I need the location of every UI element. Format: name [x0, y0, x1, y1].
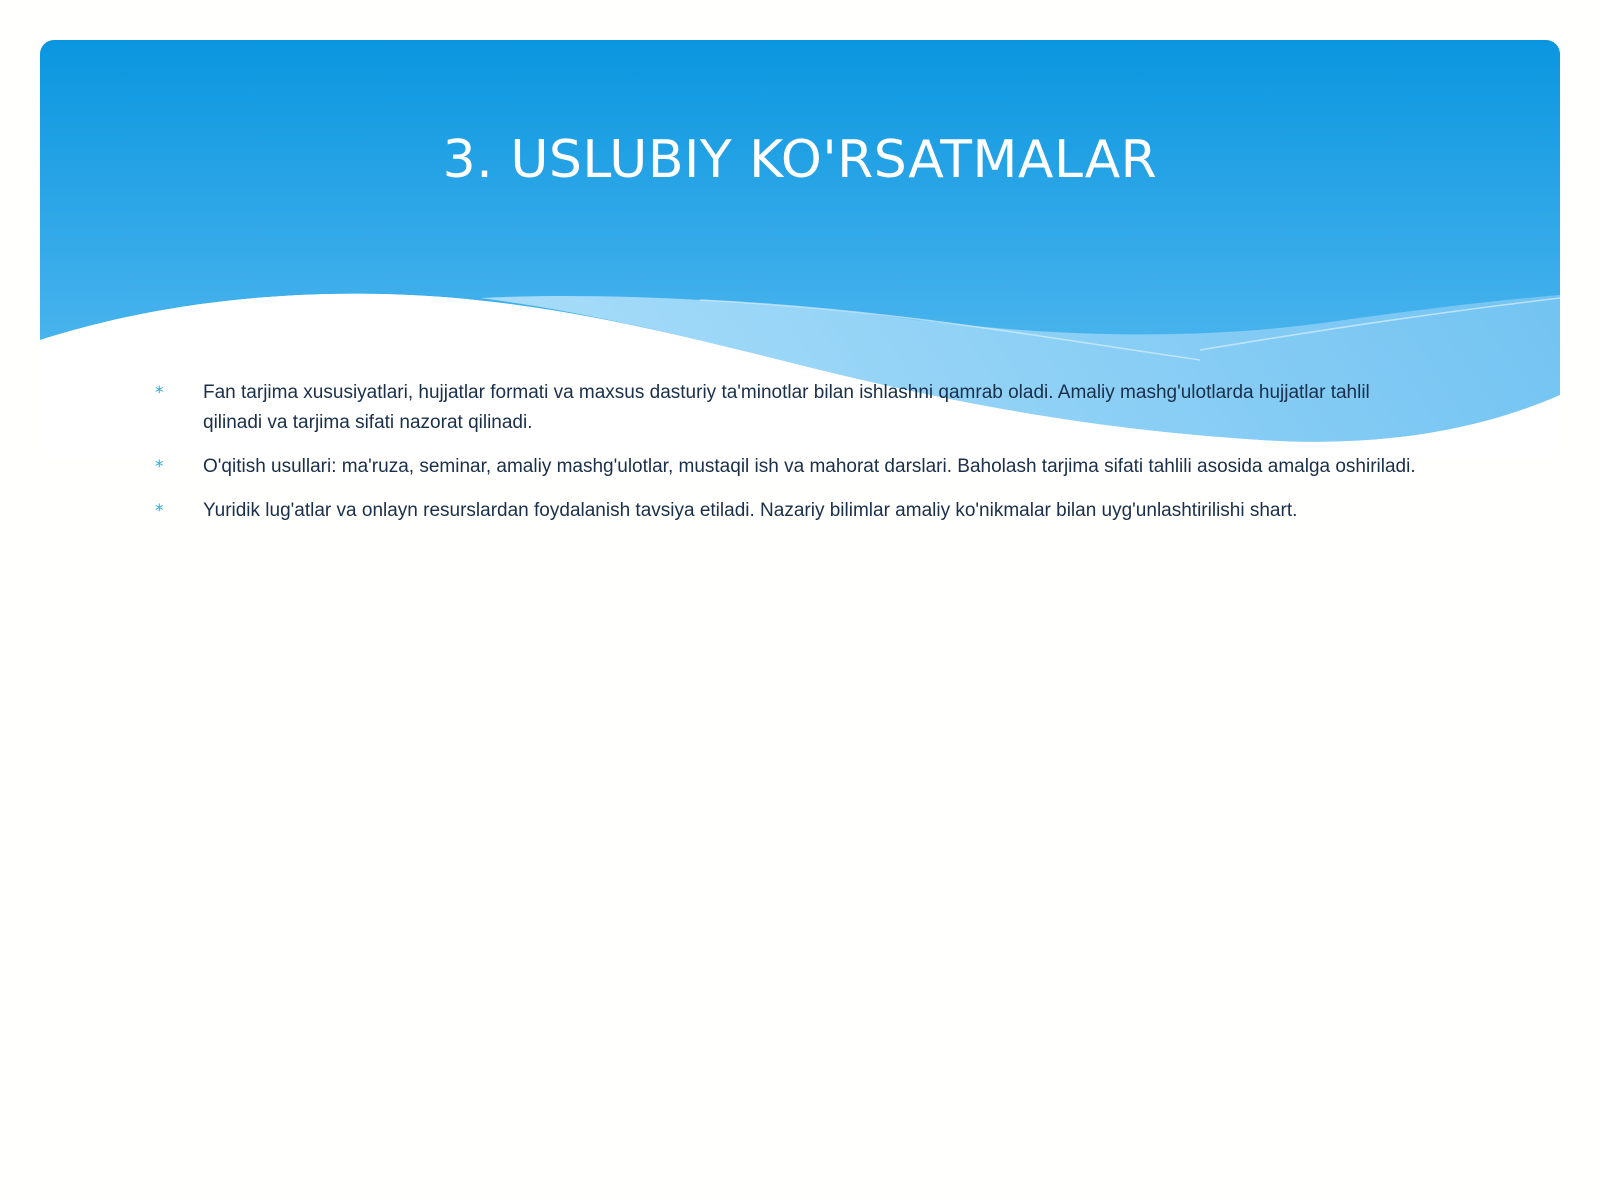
asterisk-icon: *: [155, 457, 164, 477]
list-item: [155, 452, 1425, 482]
list-item: [155, 496, 1425, 526]
list-item: [155, 378, 1425, 438]
bullet-text: Yuridik lug'atlar va onlayn resurslardan foydalanish tavsiya etiladi. Nazariy bilimlar amaliy ko'nikmalar bilan uyg'unlashtirilishi shart.: [203, 500, 1298, 521]
bullet-text: Fan tarjima xususiyatlari, hujjatlar formati va maxsus dasturiy ta'minotlar bilan ishlashni qamrab oladi. Amaliy mashg'ulotlarda hujjatlar tahlil qilinadi va tarjima sifati nazorat qilinadi.: [203, 382, 1370, 433]
slide-title: 3. USLUBIY KO'RSATMALAR: [442, 130, 1158, 190]
bullet-list: [155, 378, 1425, 540]
asterisk-icon: *: [155, 383, 164, 403]
bullet-text: O'qitish usullari: ma'ruza, seminar, amaliy mashg'ulotlar, mustaqil ish va mahorat darslari. Baholash tarjima sifati tahlili asosida amalga oshiriladi.: [203, 456, 1416, 477]
asterisk-icon: *: [155, 501, 164, 521]
